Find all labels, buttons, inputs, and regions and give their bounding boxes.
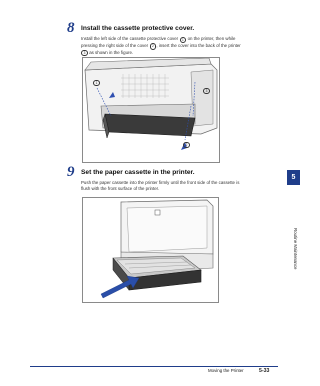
callout-marker-3: 3 (81, 50, 87, 56)
step-9-number: 9 (67, 164, 75, 180)
footer-rule (30, 366, 278, 367)
instruction-text: as shown in the figure. (89, 49, 134, 55)
instruction-text: on the printer, then while (187, 36, 236, 41)
figure-callout-2: 2 (183, 142, 189, 148)
callout-marker-2: 2 (150, 43, 156, 49)
figure-callout-1: 1 (93, 80, 99, 86)
instruction-text: , insert the cover into the back of the printer (156, 42, 241, 48)
chapter-tab[interactable]: 5 (287, 170, 300, 185)
instruction-text: pressing the right side of the cover (81, 42, 149, 48)
callout-marker-1: 1 (180, 37, 186, 43)
protective-cover-illustration (83, 58, 219, 162)
figure-callout-3: 3 (203, 88, 209, 94)
protective-cover-figure (82, 57, 220, 163)
step-8-number: 8 (67, 20, 75, 36)
instruction-text: flush with the front surface of the printer. (81, 185, 160, 191)
step-9-title: Set the paper cassette in the printer. (81, 169, 195, 176)
step-9-instructions (81, 180, 286, 192)
cassette-insertion-illustration (83, 198, 218, 302)
step-8-title: Install the cassette protective cover. (81, 25, 195, 32)
footer-page-number: 5-33 (259, 367, 270, 374)
chapter-label: Routine Maintenance (293, 228, 298, 270)
instruction-text: Push the paper cassette into the printer firmly until the front side of the cassette is (81, 180, 240, 185)
footer-section-name: Moving the Printer (208, 368, 244, 373)
cassette-insertion-figure (82, 197, 219, 303)
step-8-instructions (81, 36, 281, 56)
instruction-text: Install the left side of the cassette protective cover (81, 36, 179, 41)
